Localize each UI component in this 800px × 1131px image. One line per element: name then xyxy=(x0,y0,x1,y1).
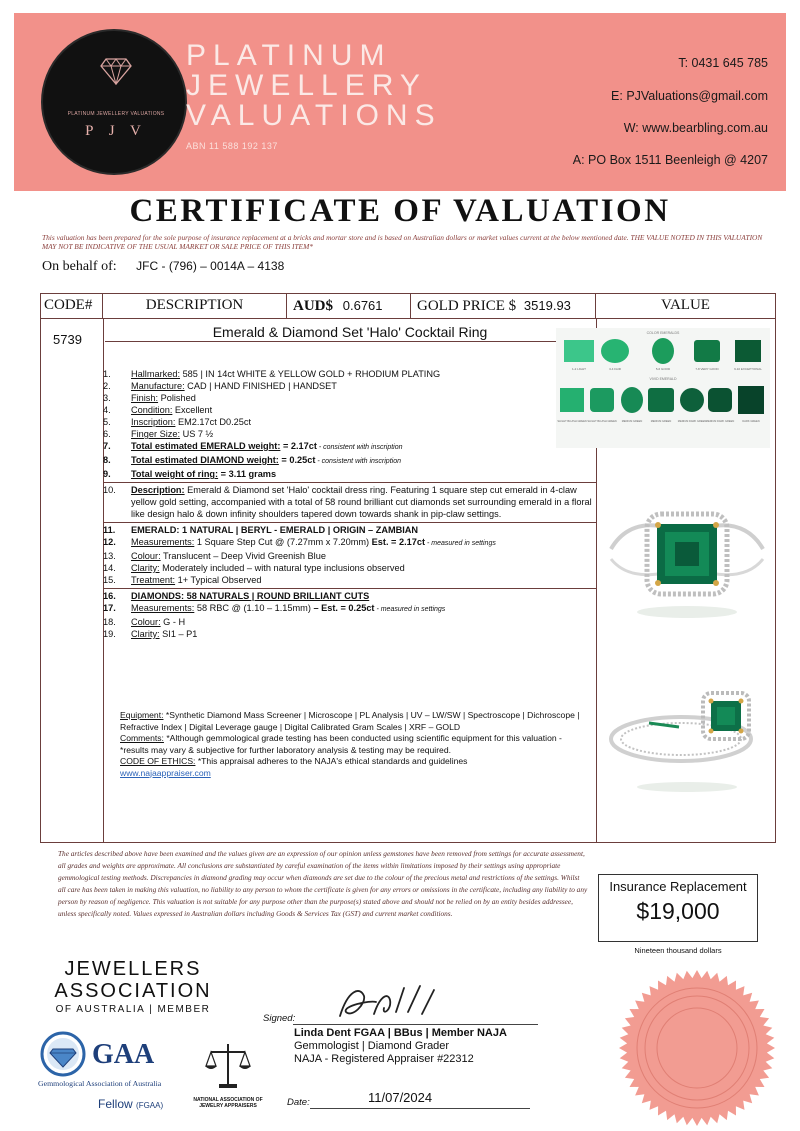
item-value: 1+ Typical Observed xyxy=(175,575,262,585)
list-item xyxy=(103,524,597,536)
item-label: Total estimated DIAMOND weight: xyxy=(131,455,279,465)
header-description: DESCRIPTION xyxy=(103,294,287,318)
equipment-line xyxy=(120,710,590,733)
comments-line xyxy=(120,733,590,756)
item-value: EM2.17ct D0.25ct xyxy=(175,417,252,427)
item-value: 585 | IN 14ct WHITE & YELLOW GOLD + RHODIUM PLATING xyxy=(180,369,441,379)
certificate-title: CERTIFICATE OF VALUATION xyxy=(129,193,671,229)
list-item xyxy=(103,428,597,440)
brand-line: PLATINUM xyxy=(186,39,392,72)
signer-role: Gemmologist | Diamond Grader xyxy=(294,1040,450,1052)
grade-label: MEDIUM DARK GREEN xyxy=(705,420,735,423)
item-text xyxy=(131,602,597,616)
item-label: Measurements: xyxy=(131,537,195,547)
seal-icon xyxy=(612,968,782,1128)
grade-label: 5-6 GOOD xyxy=(655,367,671,371)
date-line xyxy=(310,1108,530,1109)
item-note: - measured in settings xyxy=(425,540,496,547)
disclaimer: This valuation has been prepared for the sole purpose of insurance replacement at a bricks and mortar store and is based on Australian dollars or market values current at the below mentioned date. THE VALUE NOTED IN THIS VALUATION MAY NOT BE INDICATIVE OF THE USUAL MARKET OR SALE PRICE OF THIS ITEM* xyxy=(42,233,763,251)
jaa-line: OF AUSTRALIA | MEMBER xyxy=(55,1004,211,1015)
grade-label: SLIGHT BLUISH GREEN xyxy=(587,420,617,423)
aud-label: AUD$ xyxy=(293,298,333,314)
item-value: Moderately included – with natural type inclusions observed xyxy=(159,563,405,573)
list-item xyxy=(103,468,597,480)
grade-label: MEDIUM GREEN xyxy=(650,420,672,423)
gem-swatch xyxy=(708,388,732,412)
title-underline xyxy=(105,341,595,342)
scales-icon xyxy=(203,1040,253,1092)
item-value: 58 RBC @ (1.10 – 1.15mm) xyxy=(194,603,314,613)
item-text xyxy=(131,536,597,550)
gem-swatch xyxy=(652,338,674,364)
item-number: 9. xyxy=(103,469,111,479)
item-value: SI1 – P1 xyxy=(159,629,198,639)
item-label: Colour: xyxy=(131,551,161,561)
grade-label: MEDIUM DARK GREEN xyxy=(677,420,707,423)
item-text xyxy=(131,484,597,520)
gem-swatch xyxy=(590,388,614,412)
insurance-replacement-box xyxy=(598,874,758,942)
grade-label: MEDIUM GREEN xyxy=(621,420,643,423)
item-number: 19. xyxy=(103,629,116,639)
insurance-value-words: Nineteen thousand dollars xyxy=(634,946,722,955)
contact-email: E: PJValuations@gmail.com xyxy=(611,89,768,103)
aud-value: 0.6761 xyxy=(342,298,383,313)
item-text xyxy=(131,380,597,392)
item-number: 3. xyxy=(103,393,111,403)
list-item xyxy=(103,440,597,454)
item-number: 7. xyxy=(103,441,111,451)
item-label: Clarity: xyxy=(131,629,160,639)
grade-label: DARK GREEN xyxy=(742,420,760,423)
equipment-text: *Synthetic Diamond Mass Screener | Microscope | PL Analysis | UV – LW/SW | Spectroscope | Dichroscope | Refractive Index | Digital Leverage gauge | Digital Calibrated Gram Scales | XRF – GOLD xyxy=(120,710,580,732)
list-item xyxy=(103,590,597,602)
item-label: Colour: xyxy=(131,617,161,627)
brand-line: JEWELLERY xyxy=(186,69,427,102)
item-value: = 0.25ct xyxy=(278,455,316,465)
naja-link[interactable]: www.najaappraiser.com xyxy=(120,767,211,778)
gem-swatch xyxy=(564,340,594,362)
equipment-notes xyxy=(120,710,590,779)
list-item xyxy=(103,368,597,380)
valuation-table xyxy=(40,293,776,843)
list-item xyxy=(103,380,597,392)
item-number: 5. xyxy=(103,417,111,427)
item-number: 14. xyxy=(103,563,116,573)
item-number: 1. xyxy=(103,369,111,379)
gem-swatch xyxy=(621,387,643,413)
item-value: Polished xyxy=(158,393,196,403)
grade-label: SLIGHT BLUISH GREEN xyxy=(557,420,587,423)
naja-logo xyxy=(188,1040,268,1109)
item-label: Finish: xyxy=(131,393,159,403)
diamond-heading: DIAMONDS: 58 NATURALS | ROUND BRILLIANT CUTS xyxy=(131,591,370,601)
insurance-value: $19,000 xyxy=(636,898,720,924)
item-text xyxy=(131,628,597,640)
item-title: Emerald & Diamond Set 'Halo' Cocktail Ring xyxy=(212,324,488,340)
item-text xyxy=(131,428,597,440)
item-list xyxy=(103,368,597,640)
item-number: 13. xyxy=(103,551,116,561)
brand-name xyxy=(186,41,442,131)
ethics-text: *This appraisal adheres to the NAJA's ethical standards and guidelines xyxy=(195,756,468,766)
item-label: Description: xyxy=(131,485,185,495)
item-value: = 3.11 grams xyxy=(218,469,277,479)
item-value: Emerald & Diamond set 'Halo' cocktail dress ring. Featuring 1 square step cut emerald in 4-claw yellow gold setting, accompanied with a total of 58 round brilliant cut diamonds set surrounding emerald in a floral like design halo & down infinity shoulders tapered down towards shank in pip-claw settings. xyxy=(131,485,592,519)
signature-line xyxy=(293,1024,538,1025)
jaa-logo xyxy=(48,958,218,1015)
item-label: Total estimated EMERALD weight: xyxy=(131,441,281,451)
gaa-subtitle: Gemmological Association of Australia xyxy=(38,1079,162,1088)
gaa-text: GAA xyxy=(92,1039,155,1070)
date-label: Date: xyxy=(287,1097,310,1108)
item-text xyxy=(131,416,597,428)
item-text xyxy=(131,368,597,380)
item-value: CAD | HAND FINISHED | HANDSET xyxy=(184,381,337,391)
equipment-label: Equipment: xyxy=(120,710,164,720)
jaa-line: ASSOCIATION xyxy=(54,980,212,1002)
list-item xyxy=(103,550,597,562)
item-value: Excellent xyxy=(172,405,213,415)
naja-link-line xyxy=(120,768,590,780)
grade-label: 3-4 FAIR xyxy=(609,367,621,371)
ring-photo-top xyxy=(601,494,773,624)
list-item xyxy=(103,628,597,640)
gem-swatch xyxy=(694,340,720,362)
header-gold-price xyxy=(411,294,596,318)
logo-small-text: PLATINUM JEWELLERY VALUATIONS xyxy=(67,111,165,117)
item-text xyxy=(131,550,597,562)
gold-label: GOLD PRICE $ xyxy=(417,298,517,314)
item-label: Total weight of ring: xyxy=(131,469,219,479)
contact-address: A: PO Box 1511 Beenleigh @ 4207 xyxy=(572,153,768,167)
date-value: 11/07/2024 xyxy=(368,1090,433,1105)
ethics-line xyxy=(120,756,590,768)
behalf-label: On behalf of: xyxy=(42,259,117,274)
item-text xyxy=(131,574,597,586)
item-label: Clarity: xyxy=(131,563,160,573)
item-note: - consistent with inscription xyxy=(315,458,401,465)
list-item xyxy=(103,602,597,616)
item-text xyxy=(131,616,597,628)
header-code: CODE# xyxy=(41,294,103,318)
header-value: VALUE xyxy=(661,297,710,313)
insurance-label: Insurance Replacement xyxy=(609,879,747,894)
item-number: 12. xyxy=(103,537,116,547)
chart-top-label: COLOR EMERALDS xyxy=(646,331,680,335)
comments-text: *Although gemmological grade testing has been conducted using scientific equipment for this valuation - *results may vary & subjective for further laboratory analysis & testing may be required. xyxy=(120,733,562,755)
header-aud xyxy=(287,294,411,318)
contact-web: W: www.bearbling.com.au xyxy=(623,121,768,135)
behalf-ref: JFC - (796) – 0014A – 4138 xyxy=(136,259,285,273)
fellow-text: Fellow xyxy=(98,1097,133,1111)
list-item xyxy=(103,404,597,416)
emerald-heading: EMERALD: 1 NATURAL | BERYL - EMERALD | ORIGIN – ZAMBIAN xyxy=(131,525,419,535)
list-item xyxy=(103,482,597,520)
item-value: US 7 ½ xyxy=(180,429,214,439)
fellow-label xyxy=(98,1097,163,1111)
item-note: - consistent with inscription xyxy=(316,444,403,451)
item-text xyxy=(131,440,597,454)
item-number: 17. xyxy=(103,603,116,613)
item-estimate: – Est. = 0.25ct xyxy=(313,603,375,613)
item-label: Inscription: xyxy=(131,417,176,427)
gem-swatch xyxy=(560,388,584,412)
signer-details xyxy=(294,1027,507,1066)
item-number: 6. xyxy=(103,429,111,439)
pjv-logo xyxy=(41,29,187,175)
chart-mid-label: VIVID EMERALD xyxy=(649,377,677,381)
gold-value: 3519.93 xyxy=(523,298,571,313)
item-label: Finger Size: xyxy=(131,429,181,439)
gaa-gem-icon xyxy=(38,1031,88,1077)
item-text xyxy=(131,562,597,574)
item-number: 16. xyxy=(103,591,116,601)
diamond-icon xyxy=(100,57,132,85)
seal-edge xyxy=(619,970,775,1126)
item-number: 4. xyxy=(103,405,111,415)
item-label: Condition: xyxy=(131,405,173,415)
item-number: 11. xyxy=(103,525,116,535)
list-item xyxy=(103,562,597,574)
logo-initials: P J V xyxy=(85,123,147,139)
item-label: Manufacture: xyxy=(131,381,185,391)
item-text xyxy=(131,404,597,416)
item-label: Treatment: xyxy=(131,575,176,585)
grade-label: 9-10 EXCEPTIONAL xyxy=(734,367,762,371)
list-item xyxy=(103,454,597,468)
ethics-label: CODE OF ETHICS: xyxy=(120,756,196,766)
item-label: Hallmarked: xyxy=(131,369,181,379)
item-text xyxy=(131,454,597,468)
list-item xyxy=(103,574,597,586)
item-value: Translucent – Deep Vivid Greenish Blue xyxy=(160,551,326,561)
signed-label: Signed: xyxy=(263,1013,296,1024)
signer-registration: NAJA - Registered Appraiser #22312 xyxy=(294,1053,474,1065)
contact-phone: T: 0431 645 785 xyxy=(678,56,768,70)
naja-text: NATIONAL ASSOCIATION OF JEWELRY APPRAISERS xyxy=(193,1097,263,1109)
emerald-colour-chart xyxy=(556,328,770,448)
gem-swatch xyxy=(738,386,764,414)
item-code: 5739 xyxy=(53,332,82,347)
brand-line: VALUATIONS xyxy=(186,99,442,132)
abn-number: ABN 11 588 192 137 xyxy=(186,141,278,151)
item-number: 15. xyxy=(103,575,116,585)
table-divider xyxy=(41,318,775,319)
item-value: G - H xyxy=(160,617,186,627)
gem-swatch xyxy=(680,388,704,412)
handwritten-signature xyxy=(330,982,440,1024)
gem-swatch xyxy=(735,340,761,362)
letterhead xyxy=(14,13,786,191)
jaa-line: JEWELLERS xyxy=(64,958,202,980)
signer-name: Linda Dent FGAA | BBus | Member NAJA xyxy=(294,1027,507,1039)
list-item xyxy=(103,416,597,428)
item-text xyxy=(131,468,597,480)
item-note: - measured in settings xyxy=(374,606,446,613)
diamond-section xyxy=(103,588,597,640)
comments-label: Comments: xyxy=(120,733,164,743)
grade-label: 1-2 LIGHT xyxy=(571,367,587,371)
item-value: 1 Square Step Cut @ (7.27mm x 7.20mm) xyxy=(194,537,372,547)
gem-swatch xyxy=(648,388,674,412)
emerald-section xyxy=(103,522,597,586)
ring-photo-side xyxy=(601,679,773,799)
on-behalf-of xyxy=(42,259,284,275)
item-number: 8. xyxy=(103,455,111,465)
list-item xyxy=(103,392,597,404)
item-label: Measurements: xyxy=(131,603,195,613)
list-item xyxy=(103,536,597,550)
item-value: = 2.17ct xyxy=(280,441,317,451)
item-number: 10. xyxy=(103,485,116,495)
item-text xyxy=(131,392,597,404)
terms-text: The articles described above have been examined and the values given are an expression of our opinion unless gemstones have been removed from settings for accurate assessment, all grades and weights are approximate. All conclusions are substantiated by careful examination of the items within limitations imposed by their settings using appropriate gemmological testing methods. Discrepancies in diamond grading may occur when diamonds are set due to the colour of the precious metal and restrictions of the settings. Whilst all care has been taken in making this valuation, no liability to any person to whom the certificate is given for any errors or omissions in the certificate, including any liability to any person by reason of negligence. This valuation is not suitable for any purpose other than the purpose(s) stated above and should not be relied on by an entity besides addressee, unless specifically noted. Values expressed in Australian dollars including Goods & Services Tax (GST) and current market conditions. xyxy=(58,849,588,918)
fellow-abbrev: (FGAA) xyxy=(136,1101,164,1110)
grade-label: 7-8 VERY GOOD xyxy=(695,367,719,371)
item-number: 18. xyxy=(103,617,116,627)
gem-swatch xyxy=(601,339,629,363)
list-item xyxy=(103,616,597,628)
item-estimate: Est. = 2.17ct xyxy=(371,537,426,547)
item-number: 2. xyxy=(103,381,111,391)
